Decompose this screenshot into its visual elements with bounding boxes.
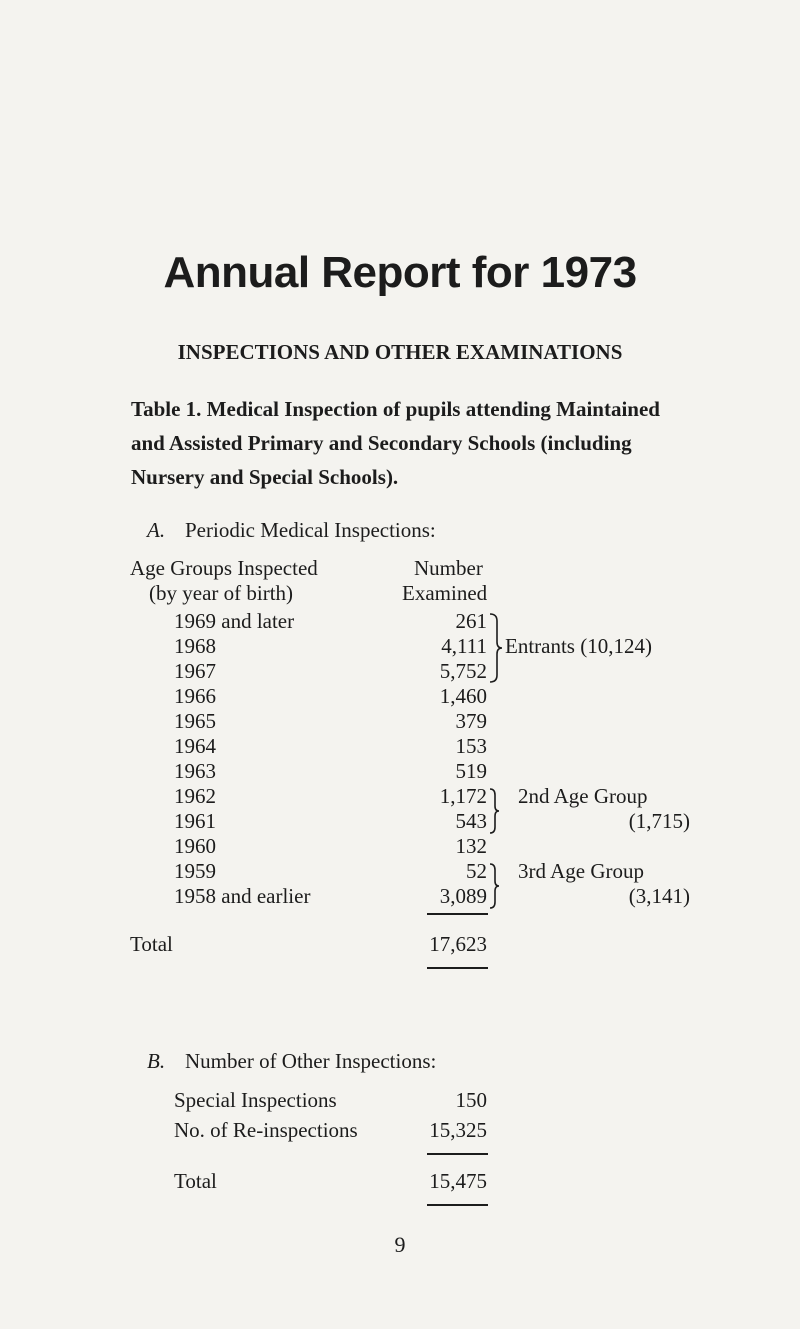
- second-age-label: 2nd Age Group: [518, 784, 648, 808]
- table-caption-text: Medical Inspection of pupils attending Maintained and Assisted Primary and Secondary Schools (including Nursery and Special Schools).: [131, 397, 660, 489]
- row-year: 1959: [174, 859, 216, 883]
- page-title: Annual Report for 1973: [163, 248, 637, 297]
- page-number: 9: [394, 1232, 406, 1257]
- row-number: 52: [466, 859, 487, 883]
- entrants-label: Entrants (10,124): [505, 634, 652, 658]
- row-year: 1958 and earlier: [174, 884, 311, 908]
- col1-header-line1: Age Groups Inspected: [130, 556, 318, 580]
- row-year: 1965: [174, 709, 216, 733]
- row-year: 1964: [174, 734, 216, 758]
- row-year: 1962: [174, 784, 216, 808]
- third-age-total: (3,141): [628, 884, 690, 908]
- entrants-brace: [488, 612, 506, 684]
- row-number: 4,111: [441, 634, 487, 658]
- section-a-title: Periodic Medical Inspections:: [185, 518, 436, 542]
- table-caption-label: Table 1.: [131, 397, 202, 421]
- row-year: 1969 and later: [174, 609, 295, 633]
- third-age-brace: [488, 862, 502, 910]
- row-number: 519: [455, 759, 487, 783]
- row-year: 1967: [174, 659, 216, 683]
- section-b-total-label: Total: [174, 1169, 217, 1193]
- section-heading: INSPECTIONS AND OTHER EXAMINATIONS: [177, 340, 623, 364]
- row-year: 1966: [174, 684, 216, 708]
- section-b-row-value: 15,325: [429, 1118, 487, 1142]
- row-year: 1968: [174, 634, 216, 658]
- col1-header-line2: (by year of birth): [149, 581, 294, 605]
- row-number: 3,089: [439, 884, 487, 908]
- row-number: 1,172: [439, 784, 487, 808]
- row-number: 132: [455, 834, 487, 858]
- total-rule-top: [427, 913, 488, 915]
- row-number: 543: [455, 809, 487, 833]
- row-year: 1961: [174, 809, 216, 833]
- row-number: 1,460: [439, 684, 487, 708]
- row-year: 1960: [174, 834, 216, 858]
- section-b-letter: B.: [147, 1049, 166, 1073]
- second-age-brace: [488, 787, 502, 835]
- col2-header-line1: Number: [414, 556, 483, 580]
- section-a-total-value: 17,623: [429, 932, 487, 956]
- b-total-rule-bottom: [427, 1204, 488, 1206]
- section-a-letter: A.: [147, 518, 166, 542]
- total-rule-bottom: [427, 967, 488, 969]
- row-number: 379: [455, 709, 487, 733]
- row-year: 1963: [174, 759, 216, 783]
- row-number: 5,752: [439, 659, 487, 683]
- row-number: 261: [455, 609, 487, 633]
- section-b-row-label: Special Inspections: [174, 1088, 337, 1112]
- col2-header-line2: Examined: [402, 581, 488, 605]
- section-a-total-label: Total: [130, 932, 173, 956]
- third-age-label: 3rd Age Group: [518, 859, 644, 883]
- section-b-title: Number of Other Inspections:: [185, 1049, 437, 1073]
- section-b-row-value: 150: [455, 1088, 487, 1112]
- second-age-total: (1,715): [628, 809, 690, 833]
- section-b-row-label: No. of Re-inspections: [174, 1118, 358, 1142]
- row-number: 153: [455, 734, 487, 758]
- section-b-total-value: 15,475: [429, 1169, 487, 1193]
- b-total-rule-top: [427, 1153, 488, 1155]
- table-caption: [131, 392, 691, 494]
